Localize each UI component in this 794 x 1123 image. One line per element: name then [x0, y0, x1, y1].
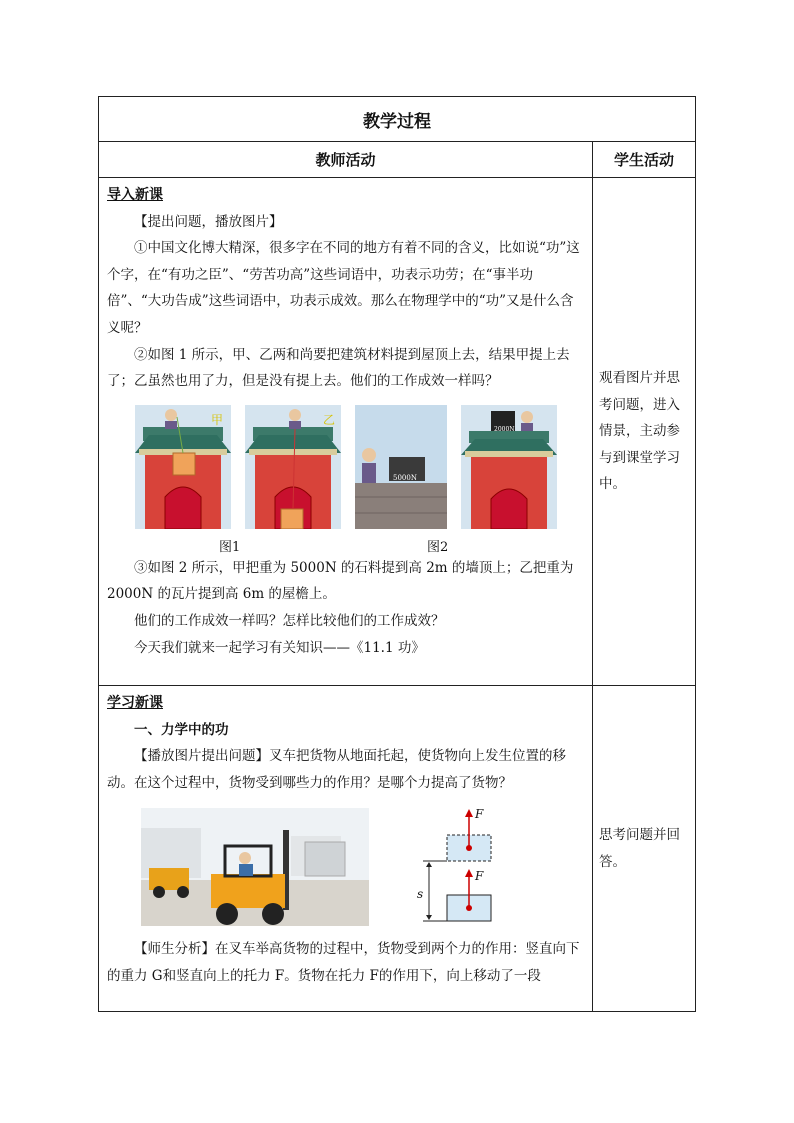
section2-paragraph-1	[107, 743, 584, 796]
section1-paragraph-3: ③如图 2 所示，甲把重为 5000N 的石料提到高 2m 的墙顶上；乙把重为 2000N 的瓦片提到高 6m 的屋檐上。	[107, 559, 574, 603]
section2-p2-rest: 在叉车举高货物的过程中，货物受到两个力的作用：竖直向下的重力 G和竖直向上的托力 F。货物在托力 F的作用下，向上移动了一段	[107, 941, 580, 984]
header-teacher-activity: 教师活动	[99, 142, 593, 178]
section2-student-cell: 思考问题并回答。	[593, 686, 696, 1012]
force-diagram	[417, 807, 507, 927]
section2-p2-bold: 【师生分析】	[134, 941, 215, 958]
figure-row-monks	[135, 405, 584, 555]
section2-teacher-cell	[99, 686, 593, 1012]
figure1-scene-jia	[135, 405, 231, 529]
displacement-label: s	[417, 887, 424, 902]
forklift-figure-row	[141, 804, 584, 930]
caption-figure-2: 图2	[427, 539, 449, 555]
label-5000n: 5000N	[393, 473, 417, 482]
section1-paragraph-1: ①中国文化博大精深，很多字在不同的地方有着不同的含义，比如说“功”这个字，在“有功之臣”、“劳苦功高”这些词语中，功表示功劳；在“事半功倍”、“大功告成”这些词语中，功表示成效。那么在物理学中的“功”又是什么含义呢？	[107, 240, 580, 336]
section1-student-cell: 观看图片并思考问题，进入情景，主动参与到课堂学习中。	[593, 178, 696, 686]
label-jia: 甲	[210, 412, 223, 427]
figure1-scene-yi	[245, 405, 341, 529]
section1-subheading: 【提出问题，播放图片】	[134, 213, 283, 230]
figure2-scene-roof	[461, 405, 557, 529]
section1-paragraph-2: ②如图 1 所示，甲、乙两和尚要把建筑材料提到屋顶上去，结果甲提上去了；乙虽然也用了力，但是没有提上去。他们的工作成效一样吗？	[107, 346, 570, 390]
section2-paragraph-2	[107, 936, 584, 989]
teaching-process-table	[98, 96, 696, 1012]
section1-paragraph-4: 他们的工作成效一样吗？怎样比较他们的工作成效？	[134, 612, 445, 629]
section2-heading: 学习新课	[107, 695, 163, 711]
section2-p1-bold: 【播放图片提出问题】	[134, 748, 269, 765]
label-yi: 乙	[322, 412, 335, 427]
section2-subheading: 一、力学中的功	[134, 721, 229, 738]
force-label-bottom: F	[475, 869, 484, 884]
section1-paragraph-5: 今天我们就来一起学习有关知识——《11.1 功》	[134, 639, 425, 656]
section2-p1-rest: 叉车把货物从地面托起，使货物向上发生位置的移动。在这个过程中，货物受到哪些力的作用？是哪个力提高了货物？	[107, 748, 566, 791]
force-label-top: F	[475, 807, 484, 822]
section1-teacher-cell	[99, 178, 593, 686]
section1-heading: 导入新课	[107, 187, 163, 203]
header-student-activity: 学生活动	[593, 142, 696, 178]
figure2-scene-wall	[355, 405, 447, 529]
table-title: 教学过程	[99, 97, 696, 142]
forklift-photo	[141, 808, 369, 926]
caption-figure-1: 图1	[219, 539, 241, 555]
label-2000n: 2000N	[494, 425, 515, 433]
